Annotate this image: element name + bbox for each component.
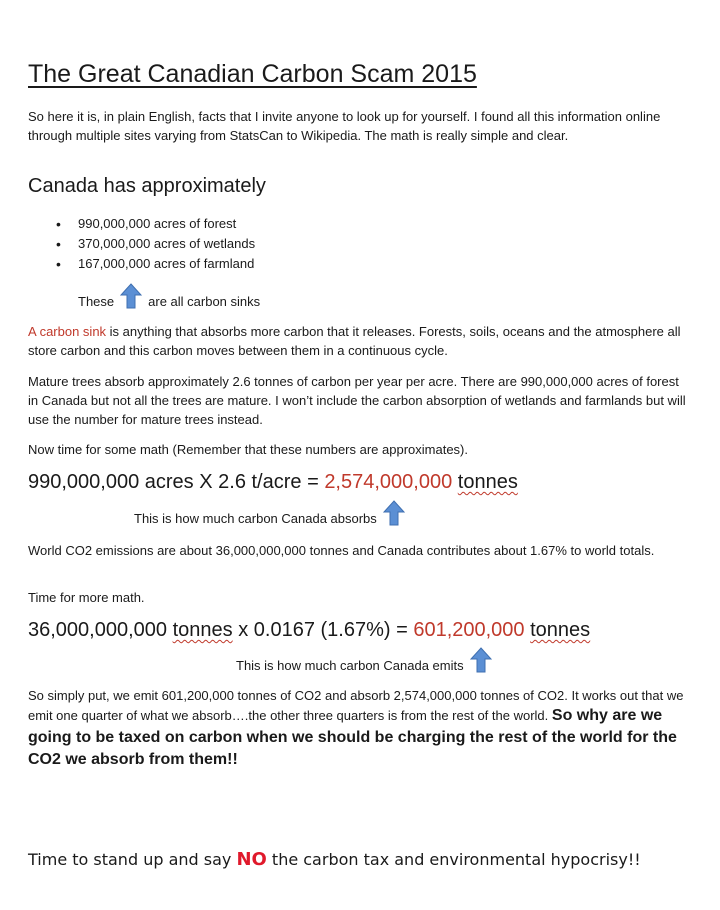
equation2-middle: x 0.0167 (1.67%) = [232,619,414,641]
summary-bold-text: So why are we going to be taxed on carbon when we should be charging the rest of the world for the CO2 we absorb from them!! [28,707,677,768]
closing-statement [28,845,668,874]
equation1-left: 990,000,000 acres X 2.6 t/acre = [28,471,325,493]
up-arrow-icon [383,500,405,526]
absorption-equation [28,471,518,494]
caption1-text: This is how much carbon Canada absorbs [134,511,377,526]
emits-caption [236,647,498,673]
land-bullet-list [56,214,255,274]
equation2-left-unit: tonnes [172,619,233,641]
bullet-farmland: • 167,000,000 acres of farmland [56,254,255,274]
summary-paragraph [28,686,688,771]
up-arrow-icon [120,283,142,309]
equation2-result: 601,200,000 [413,619,525,641]
closing-before: Time to stand up and say [28,850,237,869]
more-math: Time for more math. [28,590,145,605]
intro-paragraph: So here it is, in plain English, facts that I invite anyone to look up for yourself. I found all this information online through multiple sites varying from StatsCan to Wikipedia. The math is really simple and clear. [28,109,661,143]
carbon-sink-paragraph [28,322,688,360]
closing-after: the carbon tax and environmental hypocrisy!! [266,850,641,869]
emission-equation [28,619,590,642]
equation2-left-number: 36,000,000,000 [28,619,173,641]
math-intro: Now time for some math (Remember that these numbers are approximates). [28,442,469,457]
carbon-sink-term: A carbon sink [28,324,107,339]
closing-no: NO [236,849,267,870]
equation2-unit: tonnes [530,619,591,641]
bullet-forest: • 990,000,000 acres of forest [56,214,255,234]
canada-heading: Canada has approximately [28,175,266,197]
carbon-sinks-note [78,283,260,309]
sinks-after-text: are all carbon sinks [148,294,261,309]
document-title: The Great Canadian Carbon Scam 2015 [28,60,477,88]
up-arrow-icon [470,647,492,673]
absorbs-caption [134,500,411,526]
caption2-text: This is how much carbon Canada emits [236,658,464,673]
world-emissions-paragraph: World CO2 emissions are about 36,000,000,000 tonnes and Canada contributes about 1.67% to world totals. [28,543,655,558]
summary-text: So simply put, we emit 601,200,000 tonnes of CO2 and absorb 2,574,000,000 tonnes of CO2. It works out that we emit one quarter of what we absorb….the other three quarters is from the rest of the world. [28,688,684,723]
equation1-unit: tonnes [457,471,518,493]
mature-trees-paragraph: Mature trees absorb approximately 2.6 tonnes of carbon per year per acre. There are 990,000,000 acres of forest in Canada but not all the trees are mature. I won’t include the carbon absorption of wetlands and farmlands but will use the number for mature trees instead. [28,374,686,427]
carbon-sink-definition: is anything that absorbs more carbon that it releases. Forests, soils, oceans and the atmosphere all store carbon and this carbon moves between them in a continuous cycle. [28,324,681,358]
bullet-wetlands: • 370,000,000 acres of wetlands [56,234,255,254]
sinks-before-text: These [78,294,115,309]
equation1-result: 2,574,000,000 [324,471,453,493]
